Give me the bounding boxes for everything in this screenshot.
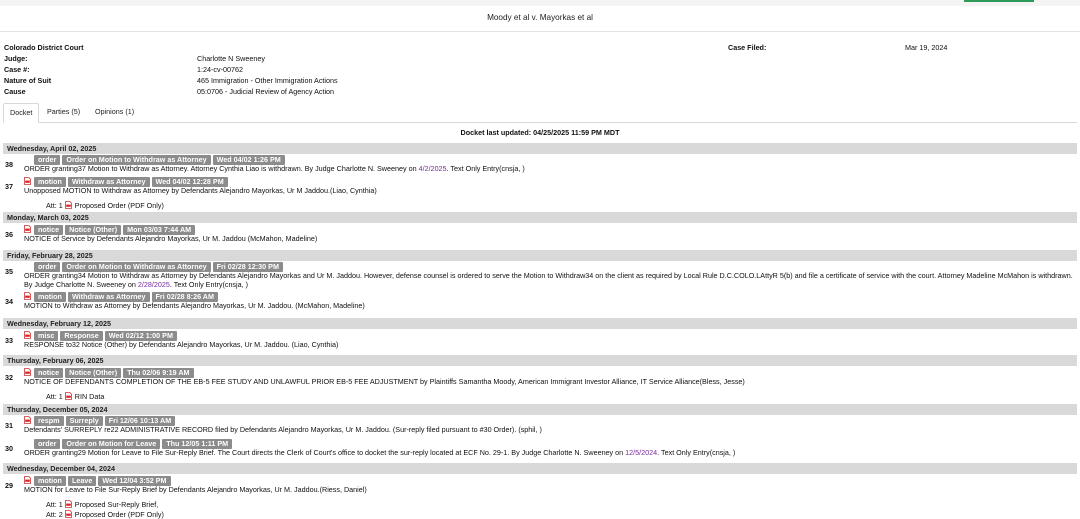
entry-number: 34: [5, 297, 13, 306]
meta-label: Judge:: [4, 53, 28, 63]
pdf-icon[interactable]: [24, 177, 31, 185]
day-header: Wednesday, February 12, 2025: [3, 318, 1077, 329]
entry-description: Unopposed MOTION to Withdraw as Attorney by Defendants Alejandro Mayorkas, Ur M Jaddou.(Liao, Cynthia): [24, 186, 377, 195]
entry-number: 29: [5, 481, 13, 490]
meta-label-case-filed: Case Filed:: [728, 43, 767, 52]
entry-date-tag: Thu 12/05 1:11 PM: [162, 439, 232, 449]
pdf-icon[interactable]: [24, 331, 31, 339]
entry-description: RESPONSE to32 Notice (Other) by Defendants Alejandro Mayorkas, Ur M. Jaddou. (Liao, Cynthia): [24, 340, 339, 349]
day-header: Thursday, February 06, 2025: [3, 355, 1077, 366]
entry-category-tag: Leave: [68, 476, 96, 486]
pdf-icon[interactable]: [24, 368, 31, 376]
meta-value: 05:0706 - Judicial Review of Agency Action: [197, 86, 335, 96]
day-header: Thursday, December 05, 2024: [3, 404, 1077, 415]
meta-value: Charlotte N Sweeney: [197, 53, 265, 63]
case-metadata: [4, 43, 1076, 97]
tab-parties[interactable]: Parties (5): [47, 107, 81, 116]
meta-row: [4, 54, 1076, 65]
entry-date-tag: Fri 02/28 8:26 AM: [152, 292, 218, 302]
meta-value-case-filed: Mar 19, 2024: [905, 43, 948, 52]
day-header: Monday, March 03, 2025: [3, 212, 1077, 223]
meta-label: Cause: [4, 86, 26, 96]
entry-category-tag: Surreply: [66, 416, 103, 426]
entry-description: MOTION for Leave to File Sur-Reply Brief by Defendants Alejandro Mayorkas, Ur M. Jaddou.(Riess, Daniel): [24, 485, 367, 494]
entry-category-tag: Order on Motion for Leave: [62, 439, 160, 449]
entry-date-tag: Fri 02/28 12:30 PM: [213, 262, 283, 272]
entry-category-tag: Withdraw as Attorney: [68, 292, 150, 302]
entry-category-tag: Notice (Other): [65, 225, 121, 235]
meta-label: Colorado District Court: [4, 43, 84, 52]
day-header: Wednesday, December 04, 2024: [3, 463, 1077, 474]
entry-type-tag: notice: [34, 225, 63, 235]
entry-description: NOTICE of Service by Defendants Alejandro Mayorkas, Ur M. Jaddou (McMahon, Madeline): [24, 234, 318, 243]
entry-type-tag: motion: [34, 476, 66, 486]
meta-label: Case #:: [4, 64, 30, 74]
meta-row: [4, 87, 1076, 98]
meta-row: [4, 76, 1076, 87]
entry-description: MOTION to Withdraw as Attorney by Defendants Alejandro Mayorkas, Ur M. Jaddou. (McMahon, Madeline): [24, 301, 365, 310]
attachment-row: [46, 392, 104, 401]
attachment-row: [46, 500, 158, 509]
entry-description: ORDER granting34 Motion to Withdraw as Attorney by Defendants Alejandro Mayorkas and Ur M. Jaddou. However, defense counsel is ordered to serve the Motion to Withdraw34 on the client as required by Local Rule D.C.COLO.LAttyR 5(b) and file a certificate of service with the court. Attorney Madeline McMahon is withdrawn. By Judge Charlotte N. Sweeney on 2/28/2025. Text Only Entry(cnsja, ): [24, 271, 1073, 289]
attachment-link[interactable]: Proposed Order (PDF Only): [74, 510, 164, 519]
entry-category-tag: Notice (Other): [65, 368, 121, 378]
docket-last-updated: Docket last updated: 04/25/2025 11:59 PM MDT: [460, 128, 620, 137]
entry-category-tag: Order on Motion to Withdraw as Attorney: [62, 262, 210, 272]
tab-bar: [3, 103, 1077, 123]
entry-date-link[interactable]: 2/28/2025: [137, 279, 170, 289]
attachment-link[interactable]: Proposed Order (PDF Only): [74, 201, 164, 210]
entry-description: ORDER granting37 Motion to Withdraw as Attorney. Attorney Cynthia Liao is withdrawn. By Judge Charlotte N. Sweeney on 4/2/2025. Text Only Entry(cnsja, ): [24, 164, 525, 173]
pdf-icon[interactable]: [65, 500, 72, 508]
pdf-icon[interactable]: [24, 292, 31, 300]
entry-number: 32: [5, 373, 13, 382]
entry-number: 33: [5, 336, 13, 345]
entry-number: 35: [5, 267, 13, 276]
attachment-label: Att: 1: [46, 392, 63, 401]
entry-description: NOTICE OF DEFENDANTS COMPLETION OF THE EB-5 FEE STUDY AND UNLAWFUL PRIOR EB-5 FEE ADJUSTMENT by Plaintiffs Samantha Moody, American Immigrant Investor Alliance, IT Service Alliance(Bless, Jesse): [24, 377, 745, 386]
entry-number: 30: [5, 444, 13, 453]
entry-date-tag: Thu 02/06 9:19 AM: [123, 368, 193, 378]
tab-docket[interactable]: Docket: [3, 103, 39, 123]
pdf-icon[interactable]: [24, 225, 31, 233]
entry-description: ORDER granting29 Motion for Leave to File Sur-Reply Brief. The Court directs the Clerk of Court's office to docket the sur-reply located at ECF No. 29-1. By Judge Charlotte N. Sweeney on 12/5/2024. Text Only Entry(cnsja, ): [24, 448, 736, 457]
entry-date-tag: Wed 12/04 3:52 PM: [98, 476, 170, 486]
entry-type-tag: motion: [34, 177, 66, 187]
entry-date-tag: Wed 04/02 1:26 PM: [213, 155, 285, 165]
day-header: Wednesday, April 02, 2025: [3, 143, 1077, 154]
entry-number: 38: [5, 160, 13, 169]
entry-number: 36: [5, 230, 13, 239]
entry-date-link[interactable]: 12/5/2024: [625, 448, 658, 457]
tab-opinions[interactable]: Opinions (1): [95, 107, 135, 116]
meta-row: [4, 65, 1076, 76]
entry-type-tag: motion: [34, 292, 66, 302]
case-title: Moody et al v. Mayorkas et al: [487, 13, 593, 22]
pdf-icon[interactable]: [24, 416, 31, 424]
attachment-label: Att: 1: [46, 201, 63, 210]
pdf-icon[interactable]: [65, 201, 72, 209]
entry-category-tag: Withdraw as Attorney: [68, 177, 150, 187]
entry-date-link[interactable]: 4/2/2025: [418, 164, 447, 173]
day-header: Friday, February 28, 2025: [3, 250, 1077, 261]
attachment-link[interactable]: RIN Data: [74, 392, 105, 401]
attachment-row: [46, 201, 164, 210]
top-accent-bar: [964, 0, 1034, 2]
attachment-label: Att: 2: [46, 510, 63, 519]
entry-type-tag: order: [34, 155, 60, 165]
attachment-label: Att: 1: [46, 500, 63, 509]
entry-type-tag: order: [34, 262, 60, 272]
meta-row: [4, 43, 1076, 54]
entry-date-tag: Fri 12/06 10:13 AM: [105, 416, 175, 426]
entry-type-tag: respm: [34, 416, 64, 426]
entry-date-tag: Mon 03/03 7:44 AM: [123, 225, 195, 235]
entry-date-tag: Wed 02/12 1:00 PM: [105, 331, 177, 341]
entry-number: 31: [5, 421, 13, 430]
entry-description: Defendants' SURREPLY re22 ADMINISTRATIVE RECORD filed by Defendants Alejandro Mayorkas, Ur M. Jaddou. (Sur-reply filed pursuant to #30 Order). (sphil, ): [24, 425, 542, 434]
divider: [0, 31, 1080, 32]
entry-date-tag: Wed 04/02 12:28 PM: [152, 177, 228, 187]
entry-category-tag: Order on Motion to Withdraw as Attorney: [62, 155, 210, 165]
entry-category-tag: Response: [60, 331, 102, 341]
top-strip: [0, 0, 1080, 6]
entry-type-tag: notice: [34, 368, 63, 378]
pdf-icon[interactable]: [24, 476, 31, 484]
pdf-icon[interactable]: [65, 510, 72, 518]
meta-value: 465 Immigration - Other Immigration Actions: [197, 75, 338, 85]
pdf-icon[interactable]: [65, 392, 72, 400]
entry-type-tag: misc: [34, 331, 58, 341]
meta-value: 1:24-cv-00762: [197, 64, 243, 74]
meta-label: Nature of Suit: [4, 75, 52, 85]
attachment-link[interactable]: Proposed Sur-Reply Brief,: [74, 500, 159, 509]
attachment-row: [46, 510, 164, 519]
entry-number: 37: [5, 182, 13, 191]
entry-type-tag: order: [34, 439, 60, 449]
